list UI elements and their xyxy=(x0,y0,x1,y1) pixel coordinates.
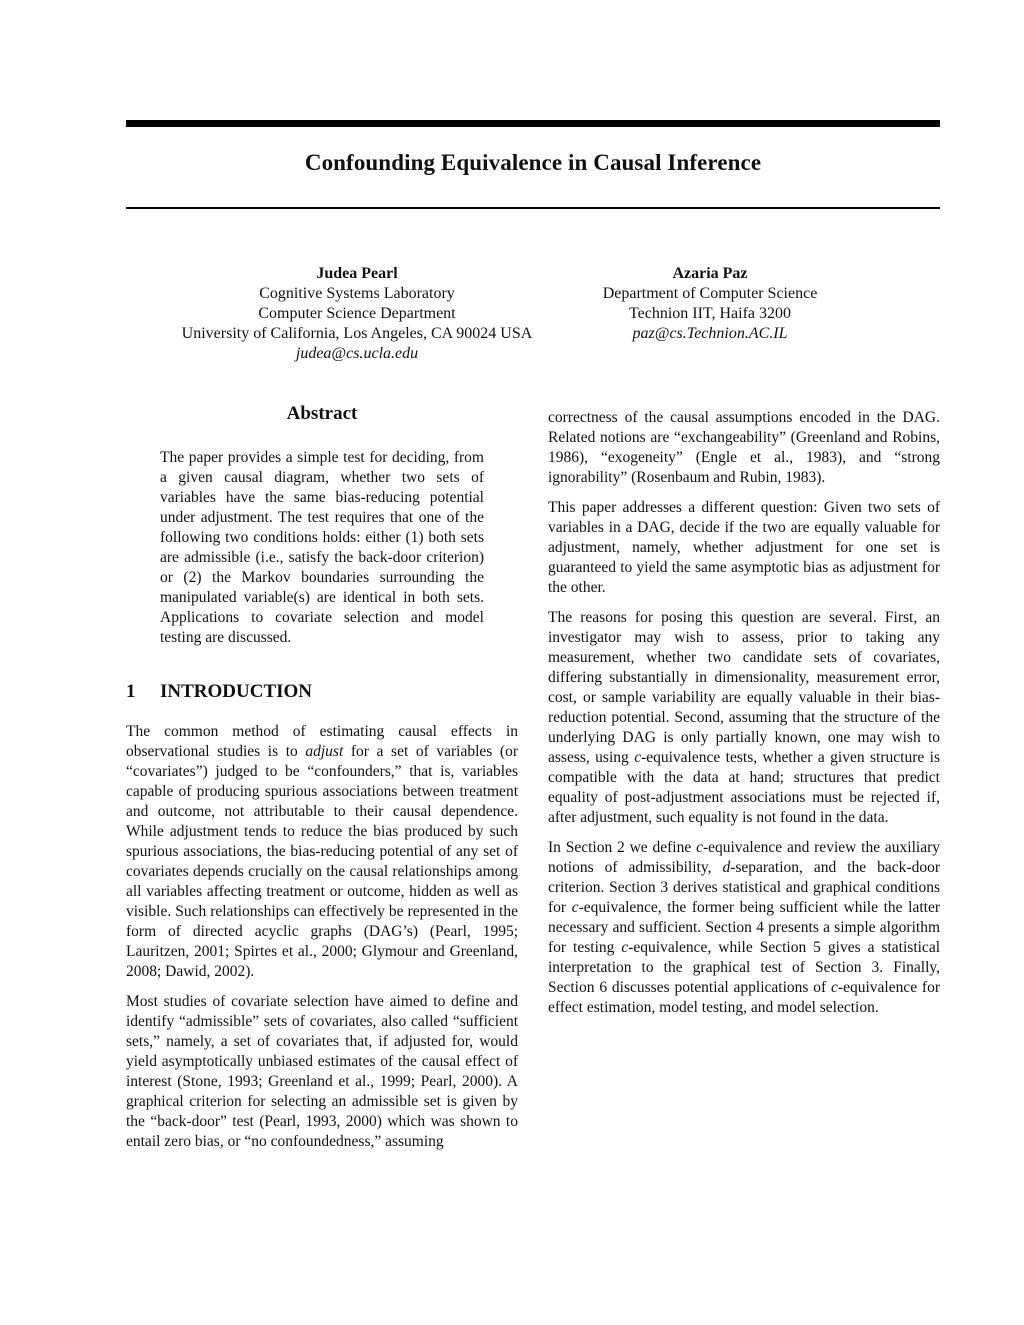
emphasis: c xyxy=(571,899,579,916)
paragraph: This paper addresses a different question: Given two sets of variables in a DAG, decide if the two are equally valuable for adjustment, namely, whether adjustment for one set is guaranteed to yield the same asymptotic bias as adjustment for the other. xyxy=(548,499,940,596)
author-email: judea@cs.ucla.edu xyxy=(295,345,419,362)
text-run: -equivalence, the former being sufficient while the latter necessary and sufficient. Section 4 presents a simple algorithm for testing xyxy=(548,899,940,956)
author-name: Judea Pearl xyxy=(316,265,398,282)
text-run: The common method of estimating causal effects in observational studies is to xyxy=(126,723,518,760)
author-affiliation: Cognitive Systems Laboratory xyxy=(259,285,455,302)
author-block-pearl xyxy=(140,264,574,364)
right-column xyxy=(548,408,940,1028)
text-run: -equivalence tests, whether a given structure is compatible with the data at hand; structures that predict equality of post-adjustment associations must be rejected if, after adjustment, such equality is not found in the data. xyxy=(548,749,940,826)
author-name: Azaria Paz xyxy=(672,265,748,282)
emphasis: c xyxy=(621,939,629,956)
emphasis: c xyxy=(831,979,838,996)
text-run: -equivalence and review the auxiliary notions of admissibility, xyxy=(548,839,940,876)
emphasis: c xyxy=(634,749,642,766)
text-run: for a set of variables (or “covariates”) judged to be “confounders,” that is, variables capable of producing spurious associations between treatment and outcome, not attributable to their causal dependence. While adjustment tends to reduce the bias produced by such spurious associations, the bias-reducing potential of any set of covariates depends crucially on the causal relationships among all variables affecting treatment or outcome, hidden as well as visible. Such relationships can effectively be represented in the form of directed acyclic graphs (DAG’s) (Pearl, 1995; Lauritzen, 2001; Spirtes et al., 2000; Glymour and Greenland, 2008; Dawid, 2002). xyxy=(126,743,519,980)
text-run: In Section 2 we define xyxy=(548,839,697,856)
text-run: The reasons for posing this question are several. First, an investigator may wish to assess, prior to taking any measurement, whether two candidate sets of covariates, differing substantially in dimensionality, measurement error, cost, or sample variability are equally valuable in their bias-reduction potential. Second, assuming that the structure of the underlying DAG is only partially known, one may wish to assess, using xyxy=(548,609,940,766)
section-heading-introduction xyxy=(126,682,518,702)
author-affiliation: Computer Science Department xyxy=(258,305,456,322)
paper-title: Confounding Equivalence in Causal Inference xyxy=(304,150,762,175)
author-email: paz@cs.Technion.AC.IL xyxy=(632,325,788,342)
emphasis: d xyxy=(722,859,731,876)
author-affiliation: Technion IIT, Haifa 3200 xyxy=(628,305,792,322)
left-column xyxy=(126,404,518,1162)
paragraph xyxy=(126,722,518,982)
author-block-paz xyxy=(540,264,880,344)
author-affiliation: Department of Computer Science xyxy=(602,285,818,302)
section-number: 1 xyxy=(126,681,136,702)
emphasis: c xyxy=(696,839,703,856)
top-rule xyxy=(126,120,940,127)
paragraph xyxy=(548,838,940,1018)
abstract-body xyxy=(126,448,518,648)
text-run: -equivalence for effect estimation, model testing, and model selection. xyxy=(548,979,940,1016)
text-run: -separation, and the back-door criterion. Section 3 derives statistical and graphical conditions for xyxy=(548,859,940,916)
emphasis: adjust xyxy=(305,743,344,760)
text-run: -equivalence, while Section 5 gives a statistical interpretation to the graphical test of Section 3. Finally, Section 6 discusses potential applications of xyxy=(548,939,941,996)
paragraph xyxy=(548,608,940,828)
title-rule xyxy=(126,207,940,209)
abstract-heading: Abstract xyxy=(286,403,358,424)
abstract-text: The paper provides a simple test for deciding, from a given causal diagram, whether two sets of variables have the same bias-reducing potential under adjustment. The test requires that one of the following two conditions holds: either (1) both sets are admissible (i.e., satisfy the back-door criterion) or (2) the Markov boundaries surrounding the manipulated variable(s) are identical in both sets. Applications to covariate selection and model testing are discussed. xyxy=(160,449,484,646)
paragraph: Most studies of covariate selection have aimed to define and identify “admissible” sets of covariates, also called “sufficient sets,” namely, a set of covariates that, if adjusted for, would yield asymptotically unbiased estimates of the causal effect of interest (Stone, 1993; Greenland et al., 1999; Pearl, 2000). A graphical criterion for selecting an admissible set is given by the “back-door” test (Pearl, 1993, 2000) which was shown to entail zero bias, or “no confoundedness,” assuming xyxy=(126,993,518,1150)
paragraph: correctness of the causal assumptions encoded in the DAG. Related notions are “exchangeability” (Greenland and Robins, 1986), “exogeneity” (Engle et al., 1983), and “strong ignorability” (Rosenbaum and Rubin, 1983). xyxy=(548,409,940,486)
author-affiliation: University of California, Los Angeles, CA 90024 USA xyxy=(181,325,533,342)
section-title: INTRODUCTION xyxy=(160,681,313,702)
